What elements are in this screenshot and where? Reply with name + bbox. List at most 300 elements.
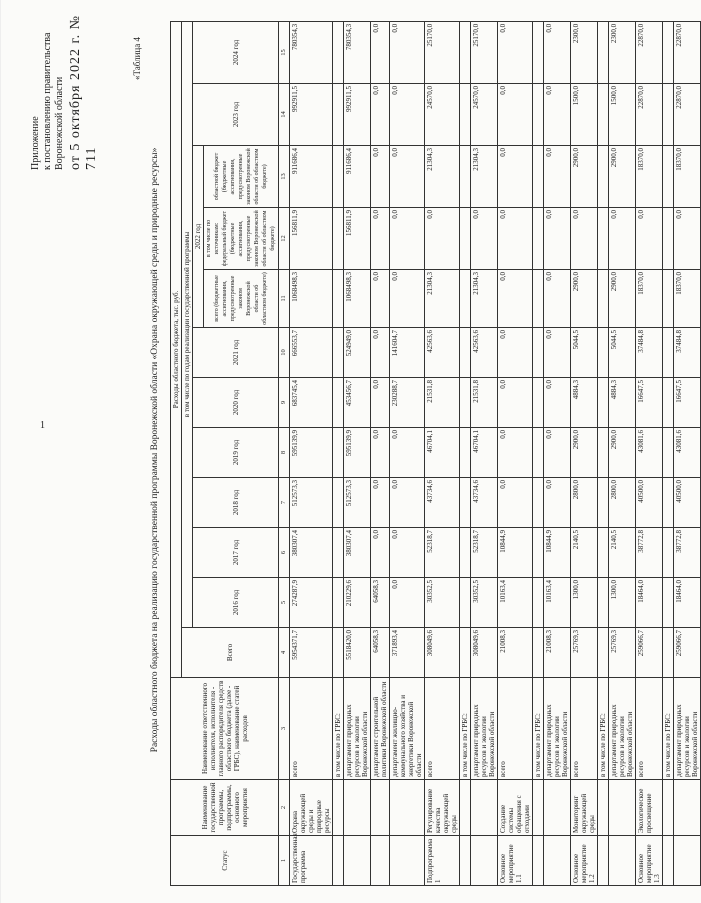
value-cell: 0,0 — [371, 146, 390, 208]
value-cell: 453456,7 — [344, 378, 371, 428]
status-cell — [344, 836, 371, 886]
status-cell — [663, 836, 674, 886]
status-cell — [371, 836, 390, 886]
value-cell: 0,0 — [371, 84, 390, 146]
value-cell: 5518420,0 — [344, 628, 371, 678]
value-cell: 0,0 — [390, 428, 425, 478]
value-cell: 2300,0 — [609, 21, 636, 83]
value-cell: 22870,0 — [636, 84, 663, 146]
value-cell: 43081,6 — [674, 428, 701, 478]
value-cell — [460, 528, 471, 578]
program-name-cell — [609, 780, 636, 836]
value-cell: 0,0 — [498, 270, 533, 328]
value-cell — [598, 146, 609, 208]
value-cell — [533, 378, 544, 428]
value-cell — [333, 378, 344, 428]
status-cell — [598, 836, 609, 886]
value-cell — [533, 270, 544, 328]
value-cell: 210229,6 — [344, 578, 371, 628]
value-cell: 308049,6 — [471, 628, 498, 678]
value-cell: 0,0 — [498, 328, 533, 378]
value-cell: 2140,5 — [571, 528, 598, 578]
status-cell: Основное мероприятие 1.1 — [498, 836, 533, 886]
value-cell — [460, 146, 471, 208]
column-index-cell: 2 — [279, 780, 290, 836]
value-cell: 512573,3 — [344, 478, 371, 528]
column-index-cell: 8 — [279, 428, 290, 478]
responsible-cell: департамент природных ресурсов и экологии Воронежской области — [471, 678, 498, 780]
header-status: Статус — [171, 836, 279, 886]
program-name-cell: Создание системы обращения с отходами — [498, 780, 533, 836]
value-cell — [598, 21, 609, 83]
value-cell: 10163,4 — [498, 578, 533, 628]
column-index-cell: 1 — [279, 836, 290, 886]
value-cell: 21531,8 — [425, 378, 460, 428]
column-index-cell: 4 — [279, 628, 290, 678]
header-2022-total: всего (бюджетные ассигнования, предусмотренные законом Воронежской области об областном бюджете) — [204, 270, 279, 328]
value-cell: 16647,5 — [674, 378, 701, 428]
value-cell: 24570,0 — [425, 84, 460, 146]
value-cell: 0,0 — [674, 208, 701, 270]
value-cell: 0,0 — [371, 428, 390, 478]
value-cell: 156811,9 — [290, 208, 333, 270]
value-cell: 21531,8 — [471, 378, 498, 428]
table-row — [344, 21, 371, 885]
value-cell: 24570,0 — [471, 84, 498, 146]
program-name-cell — [674, 780, 701, 836]
value-cell: 0,0 — [390, 270, 425, 328]
value-cell: 380307,4 — [344, 528, 371, 578]
value-cell — [663, 84, 674, 146]
value-cell: 2800,0 — [571, 478, 598, 528]
value-cell — [598, 528, 609, 578]
value-cell — [333, 21, 344, 83]
responsible-cell: департамент природных ресурсов и экологии Воронежской области — [609, 678, 636, 780]
column-index-cell: 12 — [279, 208, 290, 270]
value-cell: 780354,3 — [344, 21, 371, 83]
value-cell: 52318,7 — [425, 528, 460, 578]
status-cell — [471, 836, 498, 886]
value-cell: 0,0 — [571, 208, 598, 270]
value-cell — [598, 628, 609, 678]
value-cell: 0,0 — [609, 208, 636, 270]
value-cell — [460, 578, 471, 628]
value-cell: 5044,5 — [609, 328, 636, 378]
header-by-years: в том числе по годам реализации государственной программы — [182, 21, 193, 627]
value-cell: 40500,0 — [674, 478, 701, 528]
value-cell: 43734,6 — [425, 478, 460, 528]
column-index-cell: 11 — [279, 270, 290, 328]
column-index-cell: 3 — [279, 678, 290, 780]
program-name-cell — [533, 780, 544, 836]
value-cell: 0,0 — [498, 378, 533, 428]
appendix-line: к постановлению правительства — [42, 32, 53, 170]
value-cell: 2140,5 — [609, 528, 636, 578]
responsible-cell: в том числе по ГРБС: — [460, 678, 471, 780]
value-cell — [663, 378, 674, 428]
status-cell: Основное мероприятие 1.2 — [571, 836, 598, 886]
value-cell — [533, 84, 544, 146]
status-cell — [333, 836, 344, 886]
value-cell: 43734,6 — [471, 478, 498, 528]
value-cell: 64058,3 — [371, 578, 390, 628]
header-2022: 2022 год — [193, 146, 204, 328]
value-cell: 2900,0 — [571, 146, 598, 208]
table-row — [663, 21, 674, 885]
value-cell — [533, 328, 544, 378]
value-cell: 52318,7 — [471, 528, 498, 578]
header-2022-regional: областной бюджет (бюджетные ассигнования, предусмотренные законом Воронежской области об областном бюджете) — [204, 146, 279, 208]
value-cell: 0,0 — [371, 328, 390, 378]
table-label: «Таблица 4 — [132, 37, 142, 80]
value-cell: 2800,0 — [609, 478, 636, 528]
value-cell: 0,0 — [544, 84, 571, 146]
value-cell — [663, 578, 674, 628]
value-cell: 4884,3 — [571, 378, 598, 428]
table-row — [533, 21, 544, 885]
value-cell — [533, 146, 544, 208]
value-cell: 18370,0 — [674, 270, 701, 328]
value-cell: 0,0 — [371, 528, 390, 578]
value-cell — [460, 478, 471, 528]
value-cell: 1300,0 — [609, 578, 636, 628]
responsible-cell: департамент природных ресурсов и экологии Воронежской области — [544, 678, 571, 780]
responsible-cell: в том числе по ГРБС: — [533, 678, 544, 780]
value-cell: 0,0 — [371, 378, 390, 428]
value-cell: 1500,0 — [609, 84, 636, 146]
value-cell: 0,0 — [498, 146, 533, 208]
value-cell: 0,0 — [544, 270, 571, 328]
value-cell: 46704,1 — [425, 428, 460, 478]
value-cell: 2900,0 — [609, 146, 636, 208]
value-cell: 21304,3 — [471, 146, 498, 208]
value-cell: 2300,0 — [571, 21, 598, 83]
value-cell: 25769,3 — [609, 628, 636, 678]
value-cell: 0,0 — [498, 21, 533, 83]
table-row — [425, 21, 460, 885]
value-cell: 1068498,3 — [344, 270, 371, 328]
value-cell: 10163,4 — [544, 578, 571, 628]
value-cell — [598, 270, 609, 328]
value-cell: 524949,0 — [344, 328, 371, 378]
value-cell: 0,0 — [390, 146, 425, 208]
program-name-cell — [371, 780, 390, 836]
value-cell — [533, 628, 544, 678]
value-cell: 0,0 — [390, 528, 425, 578]
column-index-cell: 9 — [279, 378, 290, 428]
program-name-cell — [460, 780, 471, 836]
value-cell — [460, 21, 471, 83]
value-cell: 5954371,7 — [290, 628, 333, 678]
column-index-cell: 10 — [279, 328, 290, 378]
value-cell — [663, 628, 674, 678]
value-cell: 22870,0 — [636, 21, 663, 83]
value-cell: 18370,0 — [636, 146, 663, 208]
value-cell: 18464,0 — [636, 578, 663, 628]
program-name-cell — [544, 780, 571, 836]
value-cell: 25170,0 — [471, 21, 498, 83]
value-cell: 25769,3 — [571, 628, 598, 678]
value-cell: 21304,3 — [471, 270, 498, 328]
status-cell — [674, 836, 701, 886]
table-row — [498, 21, 533, 885]
value-cell: 595139,9 — [344, 428, 371, 478]
value-cell: 259066,7 — [636, 628, 663, 678]
value-cell: 37484,8 — [636, 328, 663, 378]
value-cell — [333, 328, 344, 378]
program-name-cell — [390, 780, 425, 836]
value-cell — [663, 528, 674, 578]
value-cell: 42563,6 — [425, 328, 460, 378]
value-cell — [333, 628, 344, 678]
value-cell: 992911,5 — [344, 84, 371, 146]
value-cell: 512573,3 — [290, 478, 333, 528]
rotated-page — [20, 10, 699, 890]
value-cell: 0,0 — [498, 428, 533, 478]
value-cell: 25170,0 — [425, 21, 460, 83]
value-cell — [598, 428, 609, 478]
page-number: 1 — [40, 420, 45, 431]
header-2022-federal — [204, 208, 279, 270]
program-name-cell — [344, 780, 371, 836]
value-cell: 1068498,3 — [290, 270, 333, 328]
value-cell — [598, 578, 609, 628]
value-cell: 0,0 — [390, 84, 425, 146]
value-cell: 1300,0 — [571, 578, 598, 628]
status-cell — [460, 836, 471, 886]
program-name-cell: Мониторинг окружающей среды — [571, 780, 598, 836]
value-cell: 911686,4 — [290, 146, 333, 208]
value-cell: 40500,0 — [636, 478, 663, 528]
column-index-cell: 14 — [279, 84, 290, 146]
value-cell: 0,0 — [371, 208, 390, 270]
status-cell — [390, 836, 425, 886]
status-cell — [609, 836, 636, 886]
value-cell: 18464,0 — [674, 578, 701, 628]
table-row — [571, 21, 598, 885]
value-cell — [533, 208, 544, 270]
table-row — [333, 21, 344, 885]
table-row — [674, 21, 701, 885]
header-2023: 2023 год — [193, 84, 279, 146]
responsible-cell: департамент природных ресурсов и экологии Воронежской области — [674, 678, 701, 780]
responsible-cell: всего — [636, 678, 663, 780]
program-name-cell: Регулирование качества окружающей среды — [425, 780, 460, 836]
value-cell: 0,0 — [544, 208, 571, 270]
value-cell — [533, 428, 544, 478]
value-cell — [460, 628, 471, 678]
value-cell: 2900,0 — [571, 428, 598, 478]
value-cell — [460, 378, 471, 428]
value-cell — [460, 84, 471, 146]
column-index-cell: 5 — [279, 578, 290, 628]
value-cell: 38772,8 — [674, 528, 701, 578]
value-cell: 0,0 — [544, 328, 571, 378]
value-cell — [333, 270, 344, 328]
value-cell: 230288,7 — [390, 378, 425, 428]
value-cell — [460, 270, 471, 328]
value-cell: 18370,0 — [636, 270, 663, 328]
value-cell: 371893,4 — [390, 628, 425, 678]
program-name-cell: Охрана окружающей среды и природные ресурсы — [290, 780, 333, 836]
value-cell — [663, 146, 674, 208]
header-2018: 2018 год — [193, 478, 279, 528]
status-cell: Основное мероприятие 1.3 — [636, 836, 663, 886]
column-index-cell: 6 — [279, 528, 290, 578]
header-program-name: Наименование государственной программы, подпрограммы, основного мероприятия — [171, 780, 279, 836]
value-cell: 0,0 — [498, 478, 533, 528]
value-cell — [333, 146, 344, 208]
value-cell — [663, 328, 674, 378]
value-cell — [598, 478, 609, 528]
value-cell: 21304,3 — [425, 270, 460, 328]
table-row — [290, 21, 333, 885]
value-cell — [533, 578, 544, 628]
responsible-cell: всего — [290, 678, 333, 780]
status-cell — [533, 836, 544, 886]
appendix-line: Приложение — [30, 116, 41, 170]
value-cell: 0,0 — [390, 208, 425, 270]
value-cell: 43081,6 — [636, 428, 663, 478]
header-2024: 2024 год — [193, 21, 279, 83]
value-cell: 595139,9 — [290, 428, 333, 478]
header-by-source: в том числе по источникам: — [206, 219, 220, 258]
program-name-cell — [471, 780, 498, 836]
header-2016: 2016 год — [193, 578, 279, 628]
value-cell: 38772,8 — [636, 528, 663, 578]
value-cell: 0,0 — [544, 21, 571, 83]
value-cell — [663, 270, 674, 328]
value-cell: 683745,4 — [290, 378, 333, 428]
table-row — [371, 21, 390, 885]
program-name-cell — [663, 780, 674, 836]
value-cell — [333, 578, 344, 628]
value-cell: 16647,5 — [636, 378, 663, 428]
responsible-cell: в том числе по ГРБС: — [333, 678, 344, 780]
value-cell: 2900,0 — [609, 428, 636, 478]
value-cell — [533, 21, 544, 83]
table-row — [636, 21, 663, 885]
value-cell — [663, 428, 674, 478]
value-cell — [460, 208, 471, 270]
header-2019: 2019 год — [193, 428, 279, 478]
value-cell: 64058,3 — [371, 628, 390, 678]
table-row — [460, 21, 471, 885]
value-cell: 0,0 — [371, 21, 390, 83]
value-cell: 259066,7 — [674, 628, 701, 678]
value-cell — [533, 478, 544, 528]
responsible-cell: департамент жилищно-коммунального хозяйства и энергетики Воронежской области — [390, 678, 425, 780]
value-cell — [598, 84, 609, 146]
value-cell: 0,0 — [636, 208, 663, 270]
value-cell: 22870,0 — [674, 21, 701, 83]
value-cell: 0,0 — [390, 478, 425, 528]
value-cell: 10844,9 — [544, 528, 571, 578]
header-responsible: Наименование ответственного исполнителя, исполнителя - главного распорядителя средств областного бюджета (далее - ГРБС), наименование статей расходов — [171, 678, 279, 780]
value-cell: 0,0 — [390, 578, 425, 628]
header-expenses: Расходы областного бюджета, тыс. руб. — [171, 21, 182, 677]
responsible-cell: в том числе по ГРБС: — [663, 678, 674, 780]
table-body — [290, 21, 701, 885]
value-cell: 156811,9 — [344, 208, 371, 270]
table-row — [471, 21, 498, 885]
value-cell: 0,0 — [544, 378, 571, 428]
value-cell: 0,0 — [471, 208, 498, 270]
value-cell: 30352,5 — [425, 578, 460, 628]
program-name-cell — [333, 780, 344, 836]
value-cell: 141604,7 — [390, 328, 425, 378]
value-cell — [663, 208, 674, 270]
appendix-block — [30, 33, 66, 170]
responsible-cell: всего — [571, 678, 598, 780]
column-index-cell: 13 — [279, 146, 290, 208]
table-row — [544, 21, 571, 885]
value-cell: 0,0 — [544, 146, 571, 208]
program-name-cell — [598, 780, 609, 836]
value-cell: 0,0 — [544, 428, 571, 478]
value-cell — [598, 208, 609, 270]
value-cell: 10844,9 — [498, 528, 533, 578]
value-cell: 780354,3 — [290, 21, 333, 83]
value-cell: 666553,7 — [290, 328, 333, 378]
value-cell: 0,0 — [390, 21, 425, 83]
value-cell — [460, 328, 471, 378]
value-cell — [460, 428, 471, 478]
value-cell: 0,0 — [544, 478, 571, 528]
responsible-cell: департамент строительной политики Воронежской области — [371, 678, 390, 780]
header-2017: 2017 год — [193, 528, 279, 578]
table-row — [598, 21, 609, 885]
header-total: Всего — [182, 628, 279, 678]
value-cell: 2900,0 — [609, 270, 636, 328]
column-index-cell: 15 — [279, 21, 290, 83]
value-cell: 18370,0 — [674, 146, 701, 208]
value-cell — [663, 21, 674, 83]
responsible-cell: всего — [498, 678, 533, 780]
value-cell — [598, 378, 609, 428]
document-title: Расходы областного бюджета на реализацию государственной программы Воронежской области «Охрана окружающей среды и природные ресурсы» — [150, 147, 160, 753]
value-cell — [663, 478, 674, 528]
value-cell: 30352,5 — [471, 578, 498, 628]
status-cell — [544, 836, 571, 886]
value-cell: 22870,0 — [674, 84, 701, 146]
value-cell: 0,0 — [498, 84, 533, 146]
value-cell: 308049,6 — [425, 628, 460, 678]
header-federal: федеральный бюджет (бюджетные ассигнования, предусмотренные законом Воронежской области об областном бюджете) — [222, 210, 276, 267]
value-cell — [333, 208, 344, 270]
value-cell — [598, 328, 609, 378]
value-cell — [333, 84, 344, 146]
value-cell: 0,0 — [371, 270, 390, 328]
value-cell: 0,0 — [371, 478, 390, 528]
value-cell: 42563,6 — [471, 328, 498, 378]
value-cell: 2900,0 — [571, 270, 598, 328]
responsible-cell: в том числе по ГРБС: — [598, 678, 609, 780]
header-2021: 2021 год — [193, 328, 279, 378]
table-row — [609, 21, 636, 885]
value-cell: 380307,4 — [290, 528, 333, 578]
value-cell — [333, 478, 344, 528]
status-cell: Подпрограмма 1 — [425, 836, 460, 886]
table-row — [390, 21, 425, 885]
responsible-cell: всего — [425, 678, 460, 780]
value-cell — [533, 528, 544, 578]
responsible-cell: департамент природных ресурсов и экологии Воронежской области — [344, 678, 371, 780]
value-cell: 0,0 — [425, 208, 460, 270]
header-row-1 — [171, 21, 182, 885]
value-cell: 37484,8 — [674, 328, 701, 378]
expenses-table — [170, 21, 701, 886]
